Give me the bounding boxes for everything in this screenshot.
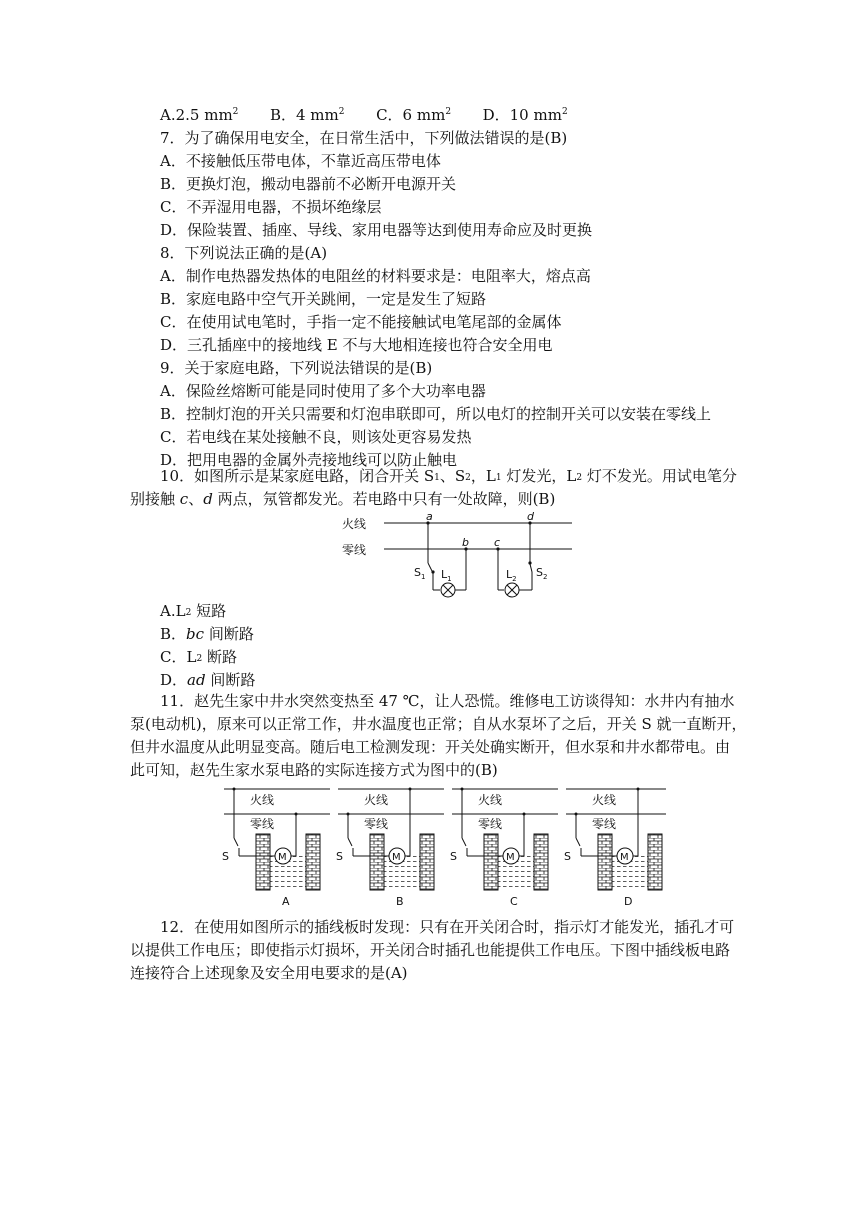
q11-a-motor: M <box>278 852 287 863</box>
q11-stem-line3: 但井水温度从此明显变高。随后电工检测发现：开关处确实断开，但水泵和井水都带电。由 <box>130 738 731 756</box>
q10-label-s1: $S_1$ <box>414 566 426 581</box>
q8-stem: 8．下列说法正确的是(A) <box>160 244 328 262</box>
q11-d-switch-label: S <box>564 850 571 863</box>
q11-b-motor: M <box>392 852 401 863</box>
q10-live-label: 火线 <box>342 517 367 531</box>
q12-stem-line3: 连接符合上述现象及安全用电要求的是(A) <box>130 964 408 982</box>
q11-b-switch-label: S <box>336 850 343 863</box>
q10-circuit-diagram <box>340 508 580 598</box>
q6-option-d: D．10 $mm^2$ <box>482 106 568 124</box>
q10-stem-line2: 别接触 c、d 两点，氖管都发光。若电路中只有一处故障，则(B) <box>130 490 556 508</box>
q10-option-b: B．bc 间断路 <box>160 625 254 643</box>
q7-option-a: A．不接触低压带电体，不靠近高压带电体 <box>160 152 441 170</box>
q11-d-neutral-label: 零线 <box>592 817 617 831</box>
q7-option-d: D．保险装置、插座、导线、家用电器等达到使用寿命应及时更换 <box>160 221 593 239</box>
q11-b-label: B <box>396 895 404 908</box>
q10-point-c: c <box>494 536 501 549</box>
q6-options <box>160 104 568 126</box>
q10-neutral-label: 零线 <box>342 543 367 557</box>
q10-label-l1: $L_1$ <box>441 568 452 583</box>
q12-stem-line1: 12．在使用如图所示的插线板时发现：只有在开关闭合时，指示灯才能发光，插孔才可 <box>160 918 735 936</box>
q11-stem-line1: 11．赵先生家中井水突然变热至 47 ℃，让人恐慌。维修电工访谈得知：水井内有抽水 <box>160 692 735 710</box>
q11-d-motor: M <box>620 852 629 863</box>
q10-switch-s2 <box>530 564 532 572</box>
q9-option-c: C．若电线在某处接触不良，则该处更容易发热 <box>160 428 472 446</box>
q11-a-live-label: 火线 <box>250 793 275 807</box>
q11-c-neutral-label: 零线 <box>478 817 503 831</box>
q11-b-neutral-label: 零线 <box>364 817 389 831</box>
q9-option-b: B．控制灯泡的开关只需要和灯泡串联即可，所以电灯的控制开关可以安装在零线上 <box>160 405 712 423</box>
q10-switch-s1 <box>428 563 432 571</box>
q10-point-b: b <box>462 536 469 549</box>
q10-label-l2: $L_2$ <box>506 568 517 583</box>
q8-option-c: C．在使用试电笔时，手指一定不能接触试电笔尾部的金属体 <box>160 313 562 331</box>
q11-figure-c <box>450 788 558 909</box>
q9-option-a: A．保险丝熔断可能是同时使用了多个大功率电器 <box>160 382 486 400</box>
q9-option-d: D．把用电器的金属外壳接地线可以防止触电 <box>160 451 458 469</box>
q11-a-switch-label: S <box>222 850 229 863</box>
q10-option-c: C．$L_2$ 断路 <box>160 648 237 666</box>
q8-option-b: B．家庭电路中空气开关跳闸，一定是发生了短路 <box>160 290 487 308</box>
q11-c-switch-label: S <box>450 850 457 863</box>
q11-figure-d <box>564 788 666 909</box>
q11-stem-line4: 此可知，赵先生家水泵电路的实际连接方式为图中的(B) <box>130 761 498 779</box>
q8-option-a: A．制作电热器发热体的电阻丝的材料要求是：电阻率大，熔点高 <box>160 267 591 285</box>
q8-option-d: D．三孔插座中的接地线 E 不与大地相连接也符合安全用电 <box>160 336 553 354</box>
q6-option-a: A.2.5 $mm^2$ <box>160 106 239 124</box>
q11-a-label: A <box>282 895 290 908</box>
q11-c-motor: M <box>506 852 515 863</box>
q11-c-label: C <box>510 895 518 908</box>
q9-stem: 9．关于家庭电路，下列说法错误的是(B) <box>160 359 433 377</box>
q11-a-neutral-label: 零线 <box>250 817 275 831</box>
q10-stem-line1: 10．如图所示是某家庭电路，闭合开关 $S_1$、$S_2$，$L_1$ 灯发光，$L_2$ 灯不发光。用试电笔分 <box>160 467 737 485</box>
q6-option-c: C．6 $mm^2$ <box>376 106 452 124</box>
q11-c-live-label: 火线 <box>478 793 503 807</box>
q10-label-s2: $S_2$ <box>536 566 548 581</box>
q10-option-d: D．ad 间断路 <box>160 671 256 689</box>
q7-option-b: B．更换灯泡，搬动电器前不必断开电源开关 <box>160 175 457 193</box>
q11-b-live-label: 火线 <box>364 793 389 807</box>
q10-option-a: $A.L_2$ 短路 <box>160 602 227 620</box>
q11-d-label: D <box>624 895 633 908</box>
q11-figure-a <box>222 788 330 909</box>
q11-d-live-label: 火线 <box>592 793 617 807</box>
q7-option-c: C．不弄湿用电器，不损坏绝缘层 <box>160 198 382 216</box>
q11-pump-circuits <box>220 784 670 908</box>
q11-stem-line2: 泵(电动机)，原来可以正常工作，井水温度也正常；自从水泵坏了之后，开关 S 就一直断开， <box>130 715 747 733</box>
q10-point-a: a <box>426 510 433 523</box>
q12-stem-line2: 以提供工作电压；即使指示灯损坏，开关闭合时插孔也能提供工作电压。下图中插线板电路 <box>130 941 731 959</box>
q11-figure-b <box>336 788 444 909</box>
q6-option-b: B．4 $mm^2$ <box>269 106 345 124</box>
q10-point-d: d <box>527 510 534 523</box>
q7-stem: 7．为了确保用电安全，在日常生活中，下列做法错误的是(B) <box>160 129 568 147</box>
